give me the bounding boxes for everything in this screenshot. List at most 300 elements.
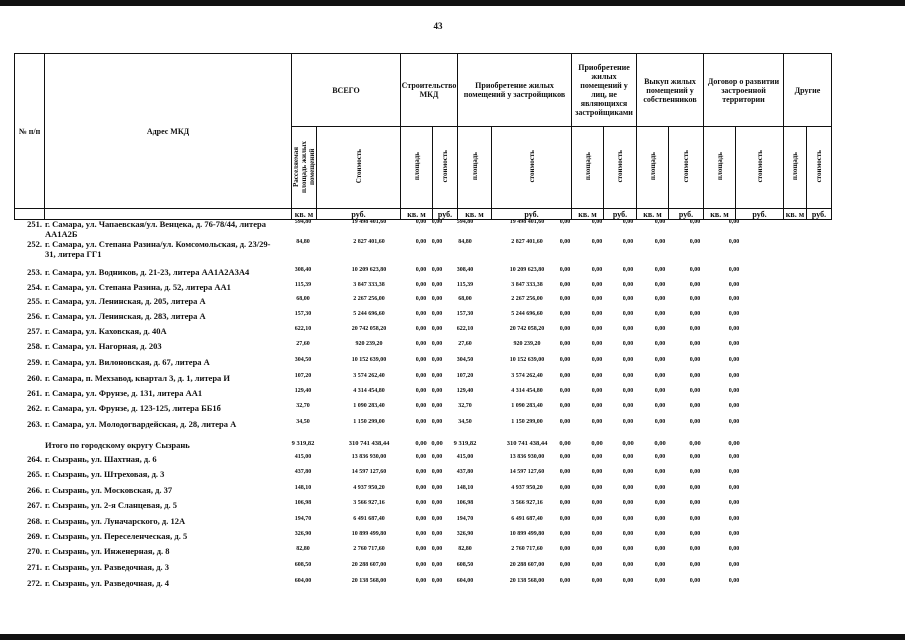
row-value: 0,00 [559, 454, 571, 460]
row-value: 157,30 [456, 311, 474, 317]
row-value: 0,00 [728, 500, 740, 506]
row-number: 251. [27, 219, 42, 229]
row-value: 0,00 [728, 546, 740, 552]
row-value: 0,00 [654, 419, 666, 425]
row-value: 0,00 [415, 562, 427, 568]
row-address: г. Сызрань, ул. Переселенческая, д. 5 [45, 531, 188, 541]
row-value: 310 741 438,44 [506, 440, 548, 447]
row-value: 107,20 [294, 373, 312, 379]
row-value: 68,00 [296, 296, 310, 302]
row-value: 415,00 [456, 454, 474, 460]
row-value: 0,00 [622, 531, 634, 537]
row-value: 13 836 930,00 [509, 454, 545, 460]
row-value: 604,00 [294, 578, 312, 584]
row-value: 0,00 [559, 326, 571, 332]
row-value: 0,00 [559, 516, 571, 522]
row-address: г. Самара, ул. Ленинская, д. 283, литера А [45, 311, 206, 321]
row-value: 32,70 [458, 403, 472, 409]
row-value: 4 314 454,80 [511, 388, 543, 394]
row-value: 0,00 [559, 403, 571, 409]
row-value: 920 239,20 [513, 341, 541, 347]
sub-area: площадь [412, 152, 421, 181]
row-value: 0,00 [415, 341, 427, 347]
row-value: 2 760 717,60 [353, 546, 385, 552]
row-value: 20 288 607,00 [509, 562, 545, 568]
row-value: 0,00 [728, 373, 740, 379]
row-value: 0,00 [559, 578, 571, 584]
row-address: г. Самара, ул. Молодогвардейская, д. 28, литера А [45, 419, 237, 429]
row-number: 272. [27, 578, 42, 588]
row-value: 0,00 [415, 296, 427, 302]
group-developer-header: Приобретение жилых помещений у застройщиков [458, 54, 572, 127]
row-value: 0,00 [591, 373, 603, 379]
row-value: 0,00 [559, 282, 571, 288]
row-value: 1 150 299,00 [353, 419, 385, 425]
row-value: 0,00 [431, 403, 443, 409]
row-value: 0,00 [689, 562, 701, 568]
row-value: 0,00 [654, 578, 666, 584]
row-value: 0,00 [559, 440, 571, 447]
group-construction-header: Строительство МКД [401, 54, 458, 127]
row-value: 3 566 927,16 [353, 500, 385, 506]
row-value: 0,00 [689, 485, 701, 491]
row-value: 3 574 262,40 [353, 373, 385, 379]
row-value: 0,00 [431, 440, 443, 447]
row-address: г. Сызрань, ул. Луначарского, д. 12А [45, 516, 186, 526]
sub-cost: стоимость [682, 150, 690, 183]
row-value: 0,00 [415, 326, 427, 332]
unit-cell: кв. м [292, 209, 317, 220]
unit-cell: кв. м [572, 209, 604, 220]
row-value: 0,00 [591, 219, 603, 225]
row-value: 0,00 [415, 373, 427, 379]
row-value: 0,00 [415, 419, 427, 425]
row-value: 129,40 [456, 388, 474, 394]
group-development-header: Договор о развитии застроенной территории [704, 54, 784, 127]
row-value: 0,00 [654, 403, 666, 409]
row-value: 0,00 [622, 311, 634, 317]
row-value: 1 090 283,40 [353, 403, 385, 409]
row-value: 0,00 [622, 373, 634, 379]
row-value: 0,00 [728, 485, 740, 491]
row-value: 14 597 127,60 [509, 469, 545, 475]
row-value: 27,60 [296, 341, 310, 347]
row-value: 19 498 401,60 [351, 219, 387, 225]
row-value: 0,00 [622, 516, 634, 522]
row-value: 10 899 499,80 [351, 531, 387, 537]
row-value: 0,00 [654, 219, 666, 225]
row-value: 0,00 [654, 357, 666, 363]
row-value: 20 742 058,20 [509, 326, 545, 332]
row-value: 0,00 [728, 341, 740, 347]
row-value: 0,00 [559, 311, 571, 317]
row-value: 0,00 [689, 311, 701, 317]
row-number: 263. [27, 419, 42, 429]
row-value: 0,00 [591, 403, 603, 409]
row-value: 20 742 058,20 [351, 326, 387, 332]
row-value: 0,00 [654, 326, 666, 332]
unit-cell: руб. [736, 209, 784, 220]
group-buyout-header: Выкуп жилых помещений у собственников [637, 54, 704, 127]
row-value: 0,00 [591, 388, 603, 394]
row-value: 10 209 623,80 [351, 267, 387, 273]
row-value: 0,00 [415, 440, 427, 447]
sub-area: площадь [583, 152, 592, 181]
row-number: 254. [27, 282, 42, 292]
sub-area: площадь [791, 152, 799, 181]
row-value: 5 244 696,60 [353, 311, 385, 317]
row-value: 0,00 [559, 239, 571, 245]
group-other-header: Другие [784, 54, 832, 127]
row-value: 0,00 [654, 311, 666, 317]
row-value: 0,00 [654, 282, 666, 288]
row-value: 0,00 [559, 546, 571, 552]
row-value: 34,50 [296, 419, 310, 425]
row-value: 0,00 [431, 326, 443, 332]
row-value: 5 244 696,60 [511, 311, 543, 317]
row-value: 3 847 333,38 [353, 282, 385, 288]
row-value: 0,00 [559, 500, 571, 506]
row-value: 622,10 [294, 326, 312, 332]
row-value: 68,00 [458, 296, 472, 302]
row-value: 0,00 [622, 239, 634, 245]
row-value: 0,00 [591, 562, 603, 568]
row-value: 0,00 [689, 341, 701, 347]
row-value: 0,00 [689, 357, 701, 363]
row-value: 0,00 [654, 239, 666, 245]
sub-total-area: Расселяемая площадь жилых помещений [292, 140, 316, 193]
row-number: 266. [27, 485, 42, 495]
row-value: 6 491 687,40 [511, 516, 543, 522]
address-header: Адрес МКД [45, 54, 292, 209]
row-value: 148,10 [294, 485, 312, 491]
row-value: 84,80 [458, 239, 472, 245]
row-value: 0,00 [415, 267, 427, 273]
unit-cell: кв. м [637, 209, 669, 220]
sub-cost: стоимость [755, 150, 764, 183]
row-value: 0,00 [559, 531, 571, 537]
row-value: 0,00 [689, 239, 701, 245]
row-address: г. Самара, п. Мехзавод, квартал 3, д. 1, литера И [45, 373, 231, 383]
row-value: 0,00 [559, 296, 571, 302]
row-value: 0,00 [415, 239, 427, 245]
row-value: 0,00 [431, 516, 443, 522]
unit-cell: руб. [604, 209, 637, 220]
row-value: 0,00 [559, 469, 571, 475]
row-value: 0,00 [622, 454, 634, 460]
row-value: 0,00 [622, 403, 634, 409]
row-value: 0,00 [622, 326, 634, 332]
row-value: 82,80 [458, 546, 472, 552]
row-value: 0,00 [622, 440, 634, 447]
row-number: 255. [27, 296, 42, 306]
row-value: 308,40 [456, 267, 474, 273]
row-value: 0,00 [689, 419, 701, 425]
row-address: г. Сызрань, ул. Разведочная, д. 3 [45, 562, 170, 572]
row-value: 920 239,20 [355, 341, 383, 347]
row-value: 415,00 [294, 454, 312, 460]
row-value: 0,00 [728, 578, 740, 584]
group-total-header: ВСЕГО [292, 54, 401, 127]
row-value: 0,00 [689, 469, 701, 475]
row-value: 0,00 [622, 296, 634, 302]
row-value: 0,00 [728, 311, 740, 317]
row-address: г. Сызрань, ул. Разведочная, д. 4 [45, 578, 170, 588]
row-value: 0,00 [622, 485, 634, 491]
row-value: 2 267 256,00 [511, 296, 543, 302]
row-value: 0,00 [654, 546, 666, 552]
row-value: 0,00 [431, 500, 443, 506]
row-value: 0,00 [431, 562, 443, 568]
row-number: 258. [27, 341, 42, 351]
row-value: 194,70 [456, 516, 474, 522]
unit-cell: руб. [492, 209, 572, 220]
row-value: 0,00 [654, 531, 666, 537]
row-value: 0,00 [591, 500, 603, 506]
row-value: 0,00 [431, 485, 443, 491]
row-value: 0,00 [728, 219, 740, 225]
row-value: 0,00 [689, 454, 701, 460]
row-address: г. Самара, ул. Каховская, д. 40А [45, 326, 167, 336]
row-value: 0,00 [689, 373, 701, 379]
row-value: 0,00 [415, 516, 427, 522]
row-value: 0,00 [591, 485, 603, 491]
row-value: 0,00 [622, 469, 634, 475]
row-value: 0,00 [431, 357, 443, 363]
row-value: 20 288 607,00 [351, 562, 387, 568]
row-value: 0,00 [559, 341, 571, 347]
row-value: 310 741 438,44 [348, 440, 390, 447]
unit-cell: кв. м [784, 209, 807, 220]
bottom-border [0, 634, 905, 640]
row-value: 326,90 [456, 531, 474, 537]
row-value: 0,00 [728, 282, 740, 288]
row-value: 0,00 [415, 282, 427, 288]
group-non-developer-header: Приобретение жилых помещений у лиц, не являющихся застройщиками [572, 54, 637, 127]
row-value: 0,00 [654, 500, 666, 506]
row-value: 308,40 [294, 267, 312, 273]
row-address: г. Сызрань, ул. Инженерная, д. 8 [45, 546, 170, 556]
sub-total-cost: Стоимость [354, 149, 363, 184]
row-value: 0,00 [622, 500, 634, 506]
row-value: 0,00 [728, 440, 740, 447]
row-value: 0,00 [591, 311, 603, 317]
row-value: 0,00 [654, 454, 666, 460]
row-value: 0,00 [431, 388, 443, 394]
row-value: 0,00 [728, 419, 740, 425]
row-value: 115,39 [456, 282, 474, 288]
row-number: 264. [27, 454, 42, 464]
row-value: 0,00 [559, 388, 571, 394]
row-value: 0,00 [559, 219, 571, 225]
row-value: 0,00 [689, 296, 701, 302]
row-value: 0,00 [591, 239, 603, 245]
row-number: 265. [27, 469, 42, 479]
row-value: 0,00 [415, 500, 427, 506]
row-value: 0,00 [591, 531, 603, 537]
row-number: 261. [27, 388, 42, 398]
row-value: 594,80 [456, 219, 474, 225]
row-value: 0,00 [728, 469, 740, 475]
row-value: 0,00 [591, 419, 603, 425]
row-value: 4 937 950,20 [353, 485, 385, 491]
row-number: 262. [27, 403, 42, 413]
row-value: 0,00 [654, 341, 666, 347]
row-value: 608,50 [294, 562, 312, 568]
row-address: г. Сызрань, ул. Московская, д. 37 [45, 485, 173, 495]
row-value: 2 760 717,60 [511, 546, 543, 552]
row-address: г. Самара, ул. Степана Разина/ул. Комсомольская, д. 23/29-31, литера ГГ1 [45, 239, 271, 259]
row-value: 0,00 [559, 267, 571, 273]
row-value: 0,00 [559, 562, 571, 568]
row-address: г. Самара, ул. Фрунзе, д. 131, литера АА1 [45, 388, 203, 398]
row-value: 0,00 [689, 282, 701, 288]
row-value: 0,00 [622, 388, 634, 394]
row-value: 0,00 [728, 388, 740, 394]
row-number: 267. [27, 500, 42, 510]
row-value: 20 138 568,00 [351, 578, 387, 584]
page-number: 43 [433, 21, 443, 31]
row-value: 2 267 256,00 [353, 296, 385, 302]
row-address: г. Самара, ул. Чапаевская/ул. Венцека, д. 76-78/44, литера АА1А2Б [45, 219, 266, 239]
row-value: 0,00 [431, 578, 443, 584]
row-value: 194,70 [294, 516, 312, 522]
row-value: 594,80 [294, 219, 312, 225]
row-value: 0,00 [728, 454, 740, 460]
row-value: 437,80 [456, 469, 474, 475]
row-number: 257. [27, 326, 42, 336]
row-value: 0,00 [689, 500, 701, 506]
row-value: 4 937 950,20 [511, 485, 543, 491]
row-value: 326,90 [294, 531, 312, 537]
sub-area: площадь [715, 152, 724, 181]
row-value: 0,00 [728, 239, 740, 245]
row-value: 0,00 [728, 296, 740, 302]
sub-area: площадь [470, 152, 479, 181]
unit-cell: кв. м [458, 209, 492, 220]
row-value: 0,00 [654, 485, 666, 491]
row-value: 0,00 [654, 388, 666, 394]
num-header: № п/п [15, 54, 45, 209]
row-value: 10 152 639,00 [509, 357, 545, 363]
row-value: 0,00 [654, 440, 666, 447]
row-value: 0,00 [689, 516, 701, 522]
row-value: 0,00 [415, 219, 427, 225]
unit-cell: кв. м [401, 209, 433, 220]
row-value: 0,00 [728, 267, 740, 273]
row-value: 0,00 [559, 419, 571, 425]
row-value: 437,80 [294, 469, 312, 475]
row-address: г. Самара, ул. Ленинская, д. 205, литера А [45, 296, 206, 306]
row-value: 148,10 [456, 485, 474, 491]
row-value: 0,00 [654, 516, 666, 522]
row-value: 0,00 [415, 531, 427, 537]
row-value: 0,00 [415, 454, 427, 460]
row-value: 84,80 [296, 239, 310, 245]
row-value: 0,00 [431, 373, 443, 379]
row-value: 0,00 [431, 469, 443, 475]
row-value: 0,00 [431, 219, 443, 225]
row-address: г. Самара, ул. Нагорная, д. 203 [45, 341, 162, 351]
row-value: 0,00 [415, 311, 427, 317]
row-address: Итого по городскому округу Сызрань [45, 440, 190, 450]
row-value: 0,00 [622, 562, 634, 568]
row-value: 0,00 [622, 546, 634, 552]
row-value: 107,20 [456, 373, 474, 379]
row-value: 0,00 [622, 219, 634, 225]
unit-cell: руб. [807, 209, 832, 220]
row-value: 0,00 [591, 454, 603, 460]
row-value: 0,00 [622, 341, 634, 347]
row-value: 3 574 262,40 [511, 373, 543, 379]
row-value: 19 498 401,60 [509, 219, 545, 225]
row-value: 0,00 [591, 341, 603, 347]
row-value: 0,00 [415, 388, 427, 394]
row-address: г. Сызрань, ул. Штреховая, д. 3 [45, 469, 165, 479]
sub-cost: стоимость [616, 150, 624, 183]
row-value: 0,00 [431, 239, 443, 245]
row-value: 0,00 [728, 562, 740, 568]
row-value: 0,00 [689, 219, 701, 225]
row-value: 0,00 [591, 546, 603, 552]
row-value: 0,00 [622, 419, 634, 425]
row-value: 0,00 [591, 516, 603, 522]
row-value: 0,00 [622, 357, 634, 363]
row-value: 0,00 [431, 311, 443, 317]
row-value: 0,00 [431, 531, 443, 537]
row-value: 0,00 [728, 326, 740, 332]
row-value: 0,00 [591, 296, 603, 302]
row-value: 0,00 [415, 578, 427, 584]
row-value: 0,00 [591, 282, 603, 288]
row-value: 0,00 [431, 267, 443, 273]
row-number: 270. [27, 546, 42, 556]
row-value: 0,00 [431, 419, 443, 425]
row-number: 260. [27, 373, 42, 383]
row-value: 0,00 [689, 267, 701, 273]
row-value: 0,00 [559, 485, 571, 491]
row-value: 82,80 [296, 546, 310, 552]
row-value: 0,00 [622, 578, 634, 584]
row-value: 129,40 [294, 388, 312, 394]
row-number: 269. [27, 531, 42, 541]
row-value: 20 138 568,00 [509, 578, 545, 584]
row-value: 1 090 283,40 [511, 403, 543, 409]
unit-cell: руб. [317, 209, 401, 220]
row-value: 0,00 [591, 326, 603, 332]
row-value: 0,00 [689, 531, 701, 537]
row-value: 0,00 [559, 357, 571, 363]
row-number: 252. [27, 239, 42, 249]
row-value: 10 899 499,80 [509, 531, 545, 537]
sub-cost: стоимость [527, 150, 536, 183]
row-value: 0,00 [622, 282, 634, 288]
row-value: 6 491 687,40 [353, 516, 385, 522]
row-value: 0,00 [591, 578, 603, 584]
row-value: 3 566 927,16 [511, 500, 543, 506]
row-number: 259. [27, 357, 42, 367]
unit-cell: руб. [669, 209, 704, 220]
row-value: 2 827 401,60 [511, 239, 543, 245]
row-value: 622,10 [456, 326, 474, 332]
unit-cell: руб. [433, 209, 458, 220]
row-value: 0,00 [689, 578, 701, 584]
row-value: 0,00 [591, 267, 603, 273]
row-value: 0,00 [431, 546, 443, 552]
row-value: 0,00 [415, 357, 427, 363]
row-address: г. Сызрань, ул. 2-я Сланцевая, д. 5 [45, 500, 178, 510]
row-value: 0,00 [689, 546, 701, 552]
